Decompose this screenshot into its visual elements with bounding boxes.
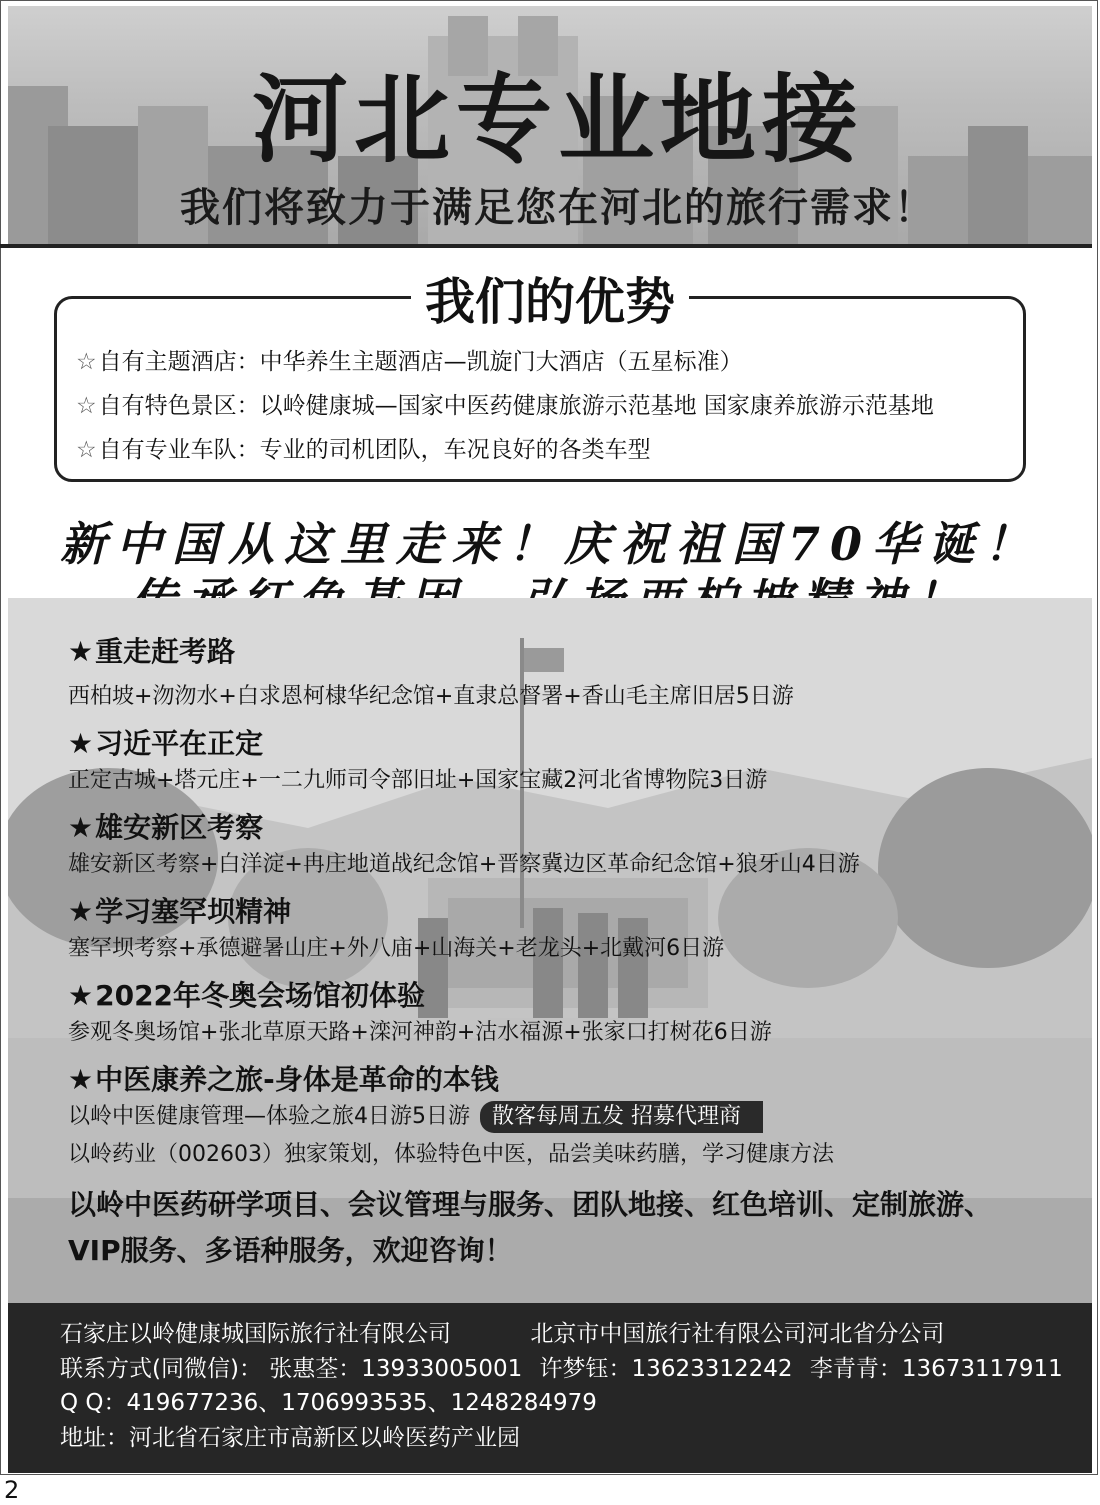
- tour-title: [68, 632, 1068, 672]
- tour-title: [68, 808, 1068, 848]
- advantage-text: 自有专业车队：专业的司机团队，车况良好的各类车型: [98, 437, 651, 463]
- contact-name: 李青青：: [809, 1355, 902, 1382]
- tour-title-text: 习近平在正定: [95, 727, 264, 760]
- contact-name: 许梦钰：: [539, 1355, 632, 1382]
- advantage-item-fleet: [76, 428, 934, 472]
- advantage-item-scenic: [76, 384, 934, 428]
- tour-desc: 雄安新区考察+白洋淀+冉庄地道战纪念馆+晋察冀边区革命纪念馆+狼牙山4日游: [68, 852, 860, 877]
- tour-desc: 正定古城+塔元庄+一二九师司令部旧址+国家宝藏2河北省博物院3日游: [68, 768, 768, 793]
- tour-item: [68, 724, 1068, 798]
- footer-companies: [60, 1317, 1063, 1352]
- tour-title: [68, 976, 1068, 1016]
- advantage-text: 自有主题酒店：中华养生主题酒店—凯旋门大酒店（五星标准）: [98, 349, 743, 375]
- tour-title-text: 中医康养之旅-身体是革命的本钱: [95, 1063, 499, 1096]
- footer-qq: [60, 1386, 1063, 1421]
- tour-desc: [68, 1100, 1068, 1134]
- star-filled-icon: ★: [68, 895, 94, 928]
- contact-phone: 13933005001: [361, 1355, 523, 1382]
- main-title: 河北专业地接: [252, 64, 864, 176]
- tour-item: [68, 976, 1068, 1050]
- tour-desc: 参观冬奥场馆+张北草原天路+滦河神韵+沽水福源+张家口打树花6日游: [68, 1020, 772, 1045]
- tour-item: [68, 1060, 1068, 1172]
- star-outline-icon: ☆: [76, 349, 97, 375]
- services-summary: 以岭中医药研学项目、会议管理与服务、团队地接、红色培训、定制旅游、VIP服务、多语种服务，欢迎咨询！: [68, 1188, 993, 1267]
- page-number: 2: [4, 1476, 20, 1504]
- address-label: 地址：: [60, 1424, 129, 1451]
- star-filled-icon: ★: [68, 635, 94, 668]
- weekly-departure-badge: 散客每周五发 招募代理商: [480, 1101, 763, 1133]
- tour-desc: 塞罕坝考察+承德避暑山庄+外八庙+山海关+老龙头+北戴河6日游: [68, 936, 725, 961]
- footer-contacts: [60, 1352, 1063, 1387]
- tour-title-text: 雄安新区考察: [95, 811, 264, 844]
- star-filled-icon: ★: [68, 979, 94, 1012]
- address-text: 河北省石家庄市高新区以岭医药产业园: [129, 1424, 520, 1451]
- tour-desc-text: 以岭中医健康管理—体验之旅4日游5日游: [68, 1104, 470, 1129]
- slogan-line-1: 新中国从这里走来！庆祝祖国70华诞！: [59, 517, 1040, 571]
- tour-desc: 西柏坡+沕沕水+白求恩柯棣华纪念馆+直隶总督署+香山毛主席旧居5日游: [68, 684, 794, 709]
- company-name-1: 石家庄以岭健康城国际旅行社有限公司: [60, 1321, 451, 1347]
- advantage-item-hotel: [76, 340, 934, 384]
- contact-phone: 13623312242: [631, 1355, 793, 1382]
- tour-item: [68, 808, 1068, 882]
- tour-title-text: 2022年冬奥会场馆初体验: [95, 979, 426, 1012]
- header-divider: [0, 244, 1092, 248]
- tour-title: [68, 892, 1068, 932]
- subtitle: 我们将致力于满足您在河北的旅行需求！: [180, 185, 936, 231]
- advantages-heading: 我们的优势: [0, 262, 1100, 334]
- contact-footer: [8, 1303, 1092, 1473]
- tour-desc-secondary: 以岭药业（002603）独家策划，体验特色中医，品尝美味药膳，学习健康方法: [68, 1142, 834, 1167]
- advantages-list: [76, 340, 934, 472]
- star-filled-icon: ★: [68, 727, 94, 760]
- header-photo: [8, 6, 1092, 244]
- star-filled-icon: ★: [68, 811, 94, 844]
- footer-lines: [60, 1317, 1063, 1455]
- contact-label: 联系方式(同微信)：: [60, 1355, 262, 1382]
- star-outline-icon: ☆: [76, 393, 97, 419]
- star-filled-icon: ★: [68, 1063, 94, 1096]
- qq-label: Q Q：: [60, 1390, 127, 1416]
- company-name-2: 北京市中国旅行社有限公司河北省分公司: [530, 1321, 945, 1347]
- tour-title: [68, 724, 1068, 764]
- tour-title-text: 重走赶考路: [95, 635, 236, 668]
- contact-name: 张惠荃：: [269, 1355, 362, 1382]
- footer-address: [60, 1421, 1063, 1456]
- tour-item: [68, 632, 1068, 714]
- tour-title: [68, 1060, 1068, 1100]
- star-outline-icon: ☆: [76, 437, 97, 463]
- advantage-text: 自有特色景区：以岭健康城—国家中医药健康旅游示范基地 国家康养旅游示范基地: [98, 393, 934, 419]
- tour-item: [68, 892, 1068, 966]
- tour-title-text: 学习塞罕坝精神: [95, 895, 292, 928]
- contact-phone: 13673117911: [901, 1355, 1063, 1382]
- tour-list: [68, 632, 1068, 1274]
- qq-numbers: 419677236、1706993535、1248284979: [126, 1390, 597, 1416]
